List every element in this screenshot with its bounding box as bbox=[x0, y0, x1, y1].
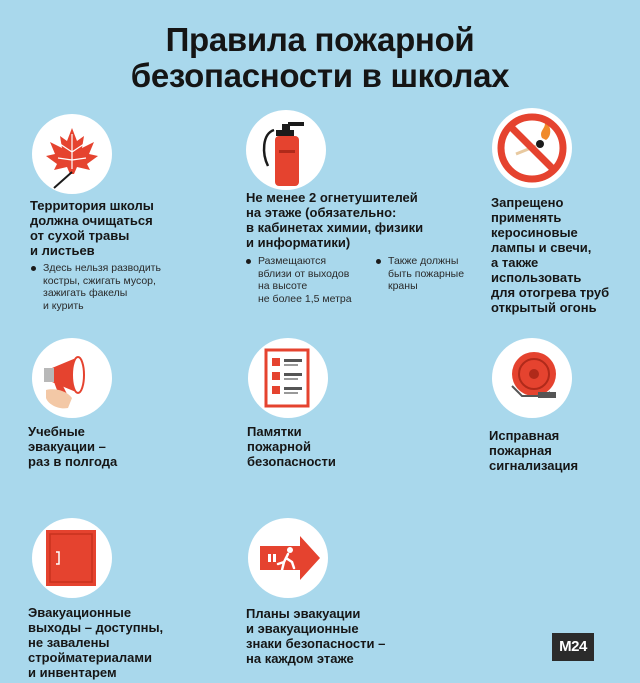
alarm-bell-icon bbox=[492, 338, 572, 418]
extinguishers-heading: Не менее 2 огнетушителей на этаже (обязательно: в кабинетах химии, физики и информатики) bbox=[246, 190, 424, 250]
exit-door-icon bbox=[32, 518, 112, 598]
territory-heading: Территория школы должна очищаться от сухой травы и листьев bbox=[30, 198, 154, 258]
no-fire-icon bbox=[492, 108, 572, 188]
extinguishers-bullet-1: Размещаются вблизи от выходов на высоте не более 1,5 метра bbox=[246, 255, 352, 305]
evacuation-drills-heading: Учебные эвакуации – раз в полгода bbox=[28, 424, 118, 469]
page-title bbox=[0, 22, 640, 94]
maple-leaf-icon bbox=[32, 114, 112, 194]
memo-document-icon bbox=[248, 338, 328, 418]
territory-bullet: Здесь нельзя разводить костры, сжигать мусор, зажигать факелы и курить bbox=[31, 262, 161, 312]
exits-heading: Эвакуационные выходы – доступны, не завалены стройматериалами и инвентарем bbox=[28, 605, 164, 680]
megaphone-icon bbox=[32, 338, 112, 418]
fire-extinguisher-icon bbox=[246, 110, 326, 190]
title-line-2: безопасности в школах bbox=[130, 57, 510, 94]
alarm-heading: Исправная пожарная сигнализация bbox=[489, 428, 579, 473]
extinguishers-bullet-2: Также должны быть пожарные краны bbox=[376, 255, 464, 293]
exit-sign-icon bbox=[248, 518, 328, 598]
memos-heading: Памятки пожарной безопасности bbox=[247, 424, 336, 469]
title-line-1: Правила пожарной bbox=[165, 21, 475, 58]
plans-heading: Планы эвакуации и эвакуационные знаки безопасности – на каждом этаже bbox=[246, 606, 386, 666]
m24-logo: M24 bbox=[552, 633, 594, 661]
prohibited-heading: Запрещено применять керосиновые лампы и свечи, а также использовать для отогрева труб открытый огонь bbox=[491, 195, 610, 315]
